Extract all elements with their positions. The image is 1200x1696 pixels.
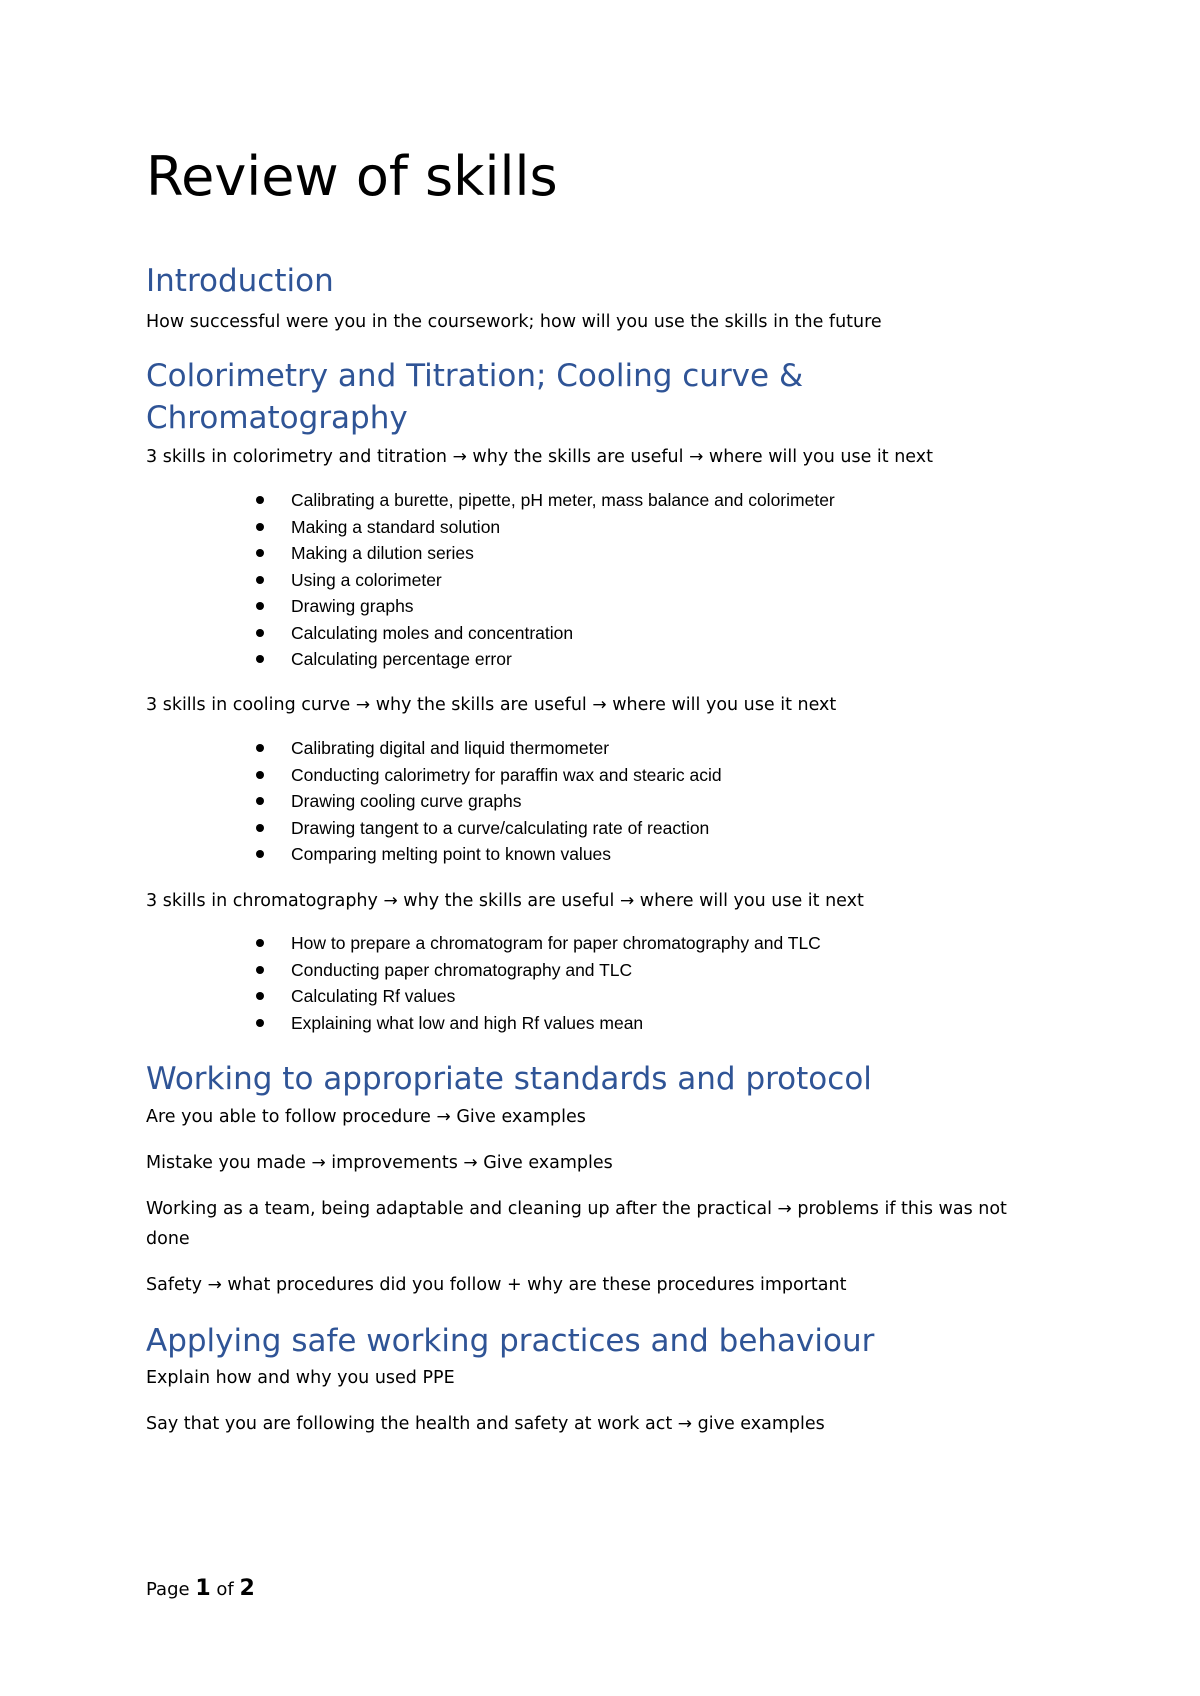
standards-p4-text-a: Safety [146,1275,202,1295]
colorimetry-skills-intro: 3 skills in colorimetry and titration [146,447,447,467]
list-item-text: Drawing cooling curve graphs [291,791,522,811]
list-item [256,815,722,842]
right-arrow-icon: → [463,1153,478,1173]
bullet-icon [256,1019,264,1027]
heading-introduction: Introduction [146,263,334,299]
list-item [256,762,722,789]
list-item-text: Calculating Rf values [291,986,456,1006]
standards-p4-text-b: what procedures did you follow + why are these procedures important [227,1275,847,1295]
safety-p2-text-a: Say that you are following the health and safety at work act [146,1414,673,1434]
cooling-curve-skills-where: where will you use it next [612,695,837,715]
list-item [256,514,835,541]
list-item-text: Calibrating digital and liquid thermometer [291,738,610,758]
cooling-curve-skills-intro: 3 skills in cooling curve [146,695,351,715]
bullet-icon [256,655,264,663]
heading-colorimetry-line1: Colorimetry and Titration; Cooling curve & [146,358,804,394]
bullet-icon [256,523,264,531]
safety-p2-text-b: give examples [697,1414,825,1434]
list-item [256,788,722,815]
chromatography-skills-where: where will you use it next [639,891,864,911]
list-item [256,983,821,1010]
chromatography-skills-line [146,886,864,916]
right-arrow-icon: → [207,1275,222,1295]
standards-paragraph-3 [146,1194,1046,1254]
standards-p1-text-b: Give examples [456,1107,586,1127]
colorimetry-skills-where: where will you use it next [708,447,933,467]
chromatography-skills-why: why the skills are useful [403,891,615,911]
cooling-curve-skills-list [256,735,722,868]
heading-safety: Applying safe working practices and behaviour [146,1323,875,1359]
right-arrow-icon: → [689,447,704,467]
standards-paragraph-2 [146,1148,613,1178]
heading-colorimetry-line2: Chromatography [146,400,408,436]
right-arrow-icon: → [355,695,371,715]
list-item [256,593,835,620]
safety-paragraph-2 [146,1409,825,1439]
bullet-icon [256,496,264,504]
list-item-text: Calculating percentage error [291,649,512,669]
document-title: Review of skills [146,145,558,208]
right-arrow-icon: → [592,695,607,715]
standards-paragraph-4 [146,1270,846,1300]
right-arrow-icon: → [619,891,635,911]
bullet-icon [256,576,264,584]
standards-p1-text-a: Are you able to follow procedure [146,1107,431,1127]
list-item-text: Calibrating a burette, pipette, pH meter, mass balance and colorimeter [291,490,835,510]
page-number-footer [146,1574,255,1605]
right-arrow-icon: → [383,891,398,911]
chromatography-skills-list [256,930,821,1036]
page-label: Page [146,1579,190,1600]
right-arrow-icon: → [777,1199,792,1219]
colorimetry-skills-line [146,442,933,472]
safety-paragraph-1: Explain how and why you used PPE [146,1368,455,1388]
list-item [256,540,835,567]
current-page-number: 1 [195,1576,211,1601]
bullet-icon [256,797,264,805]
colorimetry-skills-list [256,487,835,673]
standards-p3-text-a: Working as a team, being adaptable and cleaning up after the practical [146,1199,772,1219]
total-page-number: 2 [239,1576,255,1601]
bullet-icon [256,771,264,779]
list-item-text: Drawing graphs [291,596,414,616]
bullet-icon [256,824,264,832]
list-item-text: Making a standard solution [291,516,501,537]
heading-standards: Working to appropriate standards and protocol [146,1061,872,1097]
list-item-text: Explaining what low and high Rf values mean [291,1012,644,1033]
cooling-curve-skills-line [146,690,836,720]
bullet-icon [256,602,264,610]
standards-paragraph-1 [146,1102,586,1132]
bullet-icon [256,629,264,637]
list-item [256,735,722,762]
chromatography-skills-intro: 3 skills in chromatography [146,891,378,911]
standards-p3-text-b: problems if this was not done [146,1199,1007,1249]
standards-p2-text-a: Mistake you made [146,1153,306,1173]
bullet-icon [256,966,264,974]
colorimetry-skills-why: why the skills are useful [472,447,684,467]
list-item-text: Making a dilution series [291,543,474,563]
right-arrow-icon: → [436,1107,451,1127]
right-arrow-icon: → [452,447,467,467]
bullet-icon [256,992,264,1000]
list-item [256,646,835,673]
list-item-text: Drawing tangent to a curve/calculating rate of reaction [291,817,710,838]
cooling-curve-skills-why: why the skills are useful [375,695,587,715]
standards-p2-text-b: improvements [331,1153,458,1173]
list-item [256,567,835,594]
standards-p2-text-c: Give examples [483,1153,613,1173]
introduction-text: How successful were you in the coursework; how will you use the skills in the future [146,312,882,332]
list-item-text: Conducting paper chromatography and TLC [291,959,633,980]
bullet-icon [256,744,264,752]
list-item-text: Conducting calorimetry for paraffin wax and stearic acid [291,764,722,785]
list-item [256,1010,821,1037]
of-label: of [216,1579,234,1600]
bullet-icon [256,549,264,557]
list-item [256,841,722,868]
right-arrow-icon: → [311,1153,326,1173]
list-item-text: Comparing melting point to known values [291,844,612,864]
list-item [256,957,821,984]
bullet-icon [256,850,264,858]
list-item [256,620,835,647]
list-item [256,930,821,957]
list-item [256,487,835,514]
list-item-text: Calculating moles and concentration [291,622,574,643]
list-item-text: How to prepare a chromatogram for paper chromatography and TLC [291,933,821,953]
list-item-text: Using a colorimeter [291,569,442,590]
bullet-icon [256,939,264,947]
right-arrow-icon: → [677,1414,693,1434]
